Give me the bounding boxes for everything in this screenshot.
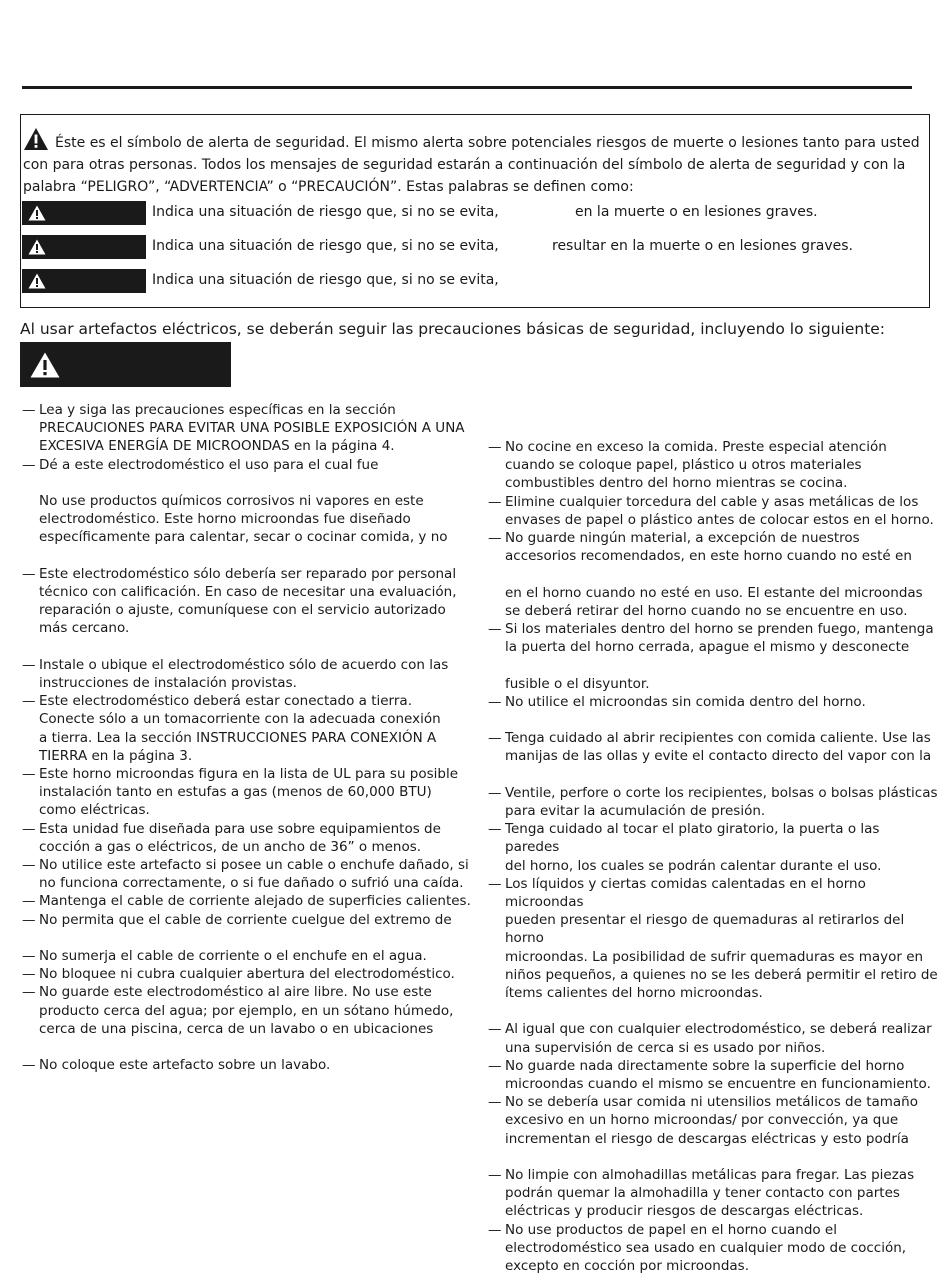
list-item: — No se debería usar comida ni utensilios metálicos de tamaño excesivo en un horno microondas/ por convección, ya que incrementan el riesgo de descargas eléctricas y esto podría: [488, 1093, 938, 1148]
signal-row-caution: [22, 269, 926, 293]
list-item: — Este horno microondas figura en la lista de UL para su posible instalación tanto en estufas a gas (menos de 60,000 BTU) como eléctricas.: [22, 765, 472, 820]
list-item: — No use productos de papel en el horno cuando el electrodoméstico sea usado en cualquier modo de cocción, excepto en cocción por microondas.: [488, 1221, 938, 1275]
signal-definition-text: Indica una situación de riesgo que, si no se evita,: [152, 204, 499, 220]
warning-triangle-icon: [28, 239, 46, 255]
list-item: — Los líquidos y ciertas comidas calentadas en el horno microondas pueden presentar el riesgo de quemaduras al retirarlos del horno microondas. La posibilidad de sufrir quemaduras es mayor en niños pequeños, a quienes no se les deberá permitir el retiro de ítems calientes del horno microondas.: [488, 875, 938, 1002]
signal-definition-text: Indica una situación de riesgo que, si no se evita,: [152, 272, 499, 288]
list-item: — No guarde ningún material, a excepción de nuestros accesorios recomendados, en este horno cuando no esté en: [488, 529, 938, 565]
list-item: — Tenga cuidado al abrir recipientes con comida caliente. Use las manijas de las ollas y evite el contacto directo del vapor con la: [488, 729, 938, 765]
warning-triangle-icon: [28, 205, 46, 221]
signal-definition-tail: en la muerte o en lesiones graves.: [575, 204, 818, 220]
signal-badge: [22, 269, 146, 293]
list-item: — Tenga cuidado al tocar el plato giratorio, la puerta o las paredes del horno, los cuales se podrán calentar durante el uso.: [488, 820, 938, 875]
signal-row-danger: [22, 201, 926, 225]
top-rule: [22, 86, 912, 89]
left-precautions-list: [22, 401, 472, 1074]
list-item: — Este electrodoméstico sólo debería ser reparado por personal técnico con calificación. En caso de necesitar una evaluación, reparación o ajuste, comuníquese con el servicio autorizado más cercano.: [22, 565, 472, 638]
list-item: fusible o el disyuntor.: [505, 675, 650, 692]
list-item: — Lea y siga las precauciones específicas en la sección PRECAUCIONES PARA EVITAR UNA POSIBLE EXPOSICIÓN A UNA EXCESIVA ENERGÍA DE MICROONDAS en la página 4.: [22, 401, 472, 456]
right-precautions-list: [488, 438, 938, 1275]
list-item: — No permita que el cable de corriente cuelgue del extremo de: [22, 911, 472, 929]
signal-badge: [22, 201, 146, 225]
list-item: No use productos químicos corrosivos ni vapores en este electrodoméstico. Este horno microondas fue diseñado específicamente para calentar, secar o cocinar comida, y no: [39, 493, 448, 546]
list-item: — No limpie con almohadillas metálicas para fregar. Las piezas podrán quemar la almohadilla y tener contacto con partes eléctricas y producir riesgos de descargas eléctricas.: [488, 1166, 938, 1221]
list-item: — No utilice el microondas sin comida dentro del horno.: [488, 693, 938, 711]
list-item: — Instale o ubique el electrodoméstico sólo de acuerdo con las instrucciones de instalación provistas.: [22, 656, 472, 692]
list-item: — Dé a este electrodoméstico el uso para el cual fue: [22, 456, 472, 474]
signal-definition-tail: resultar en la muerte o en lesiones graves.: [552, 238, 853, 254]
warning-triangle-icon: [30, 352, 60, 378]
warning-banner: [20, 342, 231, 387]
list-item: — Si los materiales dentro del horno se prenden fuego, mantenga la puerta del horno cerrada, apague el mismo y desconecte: [488, 620, 938, 656]
list-item: — No utilice este artefacto si posee un cable o enchufe dañado, si no funciona correctamente, o si fue dañado o sufrió una caída.: [22, 856, 472, 892]
list-item: — Elimine cualquier torcedura del cable y asas metálicas de los envases de papel o plástico antes de colocar estos en el horno.: [488, 493, 938, 529]
alert-intro-paragraph: [23, 127, 925, 198]
list-item: — Esta unidad fue diseñada para use sobre equipamientos de cocción a gas o eléctricos, de un ancho de 36” o menos.: [22, 820, 472, 856]
list-item: — No guarde este electrodoméstico al aire libre. No use este producto cerca del agua; por ejemplo, en un sótano húmedo, cerca de una piscina, cerca de un lavabo o en ubicaciones: [22, 983, 472, 1038]
warning-triangle-icon: [23, 127, 49, 151]
list-item: — No guarde nada directamente sobre la superficie del horno microondas cuando el mismo se encuentre en funcionamiento.: [488, 1057, 938, 1093]
list-item: — Ventile, perfore o corte los recipientes, bolsas o bolsas plásticas para evitar la acumulación de presión.: [488, 784, 938, 820]
list-item: — No bloquee ni cubra cualquier abertura del electrodoméstico.: [22, 965, 472, 983]
list-item: — Al igual que con cualquier electrodoméstico, se deberá realizar una supervisión de cerca si es usado por niños.: [488, 1020, 938, 1056]
list-item: — No coloque este artefacto sobre un lavabo.: [22, 1056, 472, 1074]
signal-row-warning: [22, 235, 926, 259]
list-item: — Mantenga el cable de corriente alejado de superficies calientes.: [22, 892, 472, 910]
list-item: — No cocine en exceso la comida. Preste especial atención cuando se coloque papel, plástico u otros materiales combustibles dentro del horno mientras se cocina.: [488, 438, 938, 493]
lead-sentence: Al usar artefactos eléctricos, se deberán seguir las precauciones básicas de seguridad, incluyendo lo siguiente:: [20, 320, 886, 338]
alert-intro-text: Éste es el símbolo de alerta de seguridad. El mismo alerta sobre potenciales riesgos de muerte o lesiones tanto para usted con para otras personas. Todos los mensajes de seguridad estarán a continuación del símbolo de alerta de seguridad y con la palabra “PELIGRO”, “ADVERTENCIA” o “PRECAUCIÓN”. Estas palabras se definen como:: [23, 135, 920, 195]
signal-badge: [22, 235, 146, 259]
list-item: en el horno cuando no esté en uso. El estante del microondas se deberá retirar del horno cuando no se encuentre en uso.: [505, 584, 923, 619]
list-item: — Este electrodoméstico deberá estar conectado a tierra. Conecte sólo a un tomacorriente con la adecuada conexión a tierra. Lea la sección INSTRUCCIONES PARA CONEXIÓN A TIERRA en la página 3.: [22, 692, 472, 765]
list-item: — No sumerja el cable de corriente o el enchufe en el agua.: [22, 947, 472, 965]
warning-triangle-icon: [28, 273, 46, 289]
signal-definition-text: Indica una situación de riesgo que, si no se evita,: [152, 238, 499, 254]
safety-alert-box: [20, 114, 930, 308]
